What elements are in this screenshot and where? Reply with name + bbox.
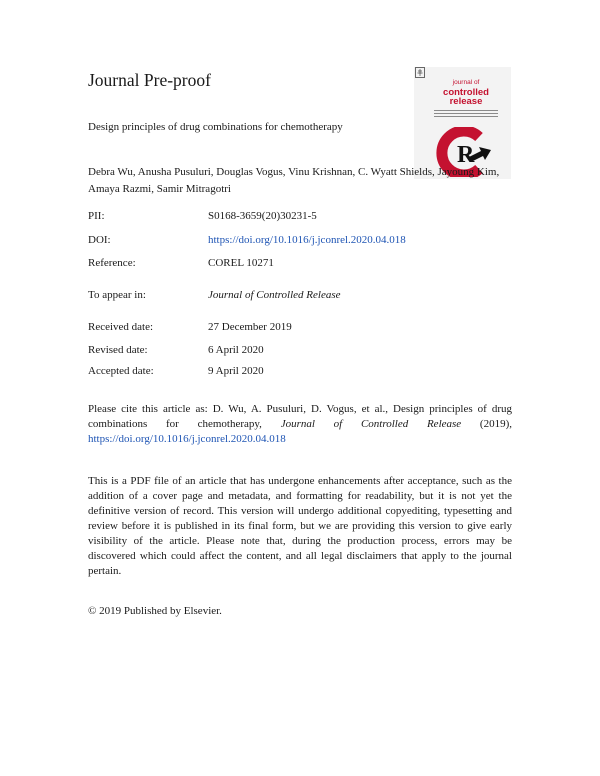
appear-label: To appear in: xyxy=(88,289,146,301)
author-list: Debra Wu, Anusha Pusuluri, Douglas Vogus, Vinu Krishnan, C. Wyatt Shields, Jayoung Kim, Amaya Razmi, Samir Mitragotri xyxy=(88,166,500,195)
appear-value: Journal of Controlled Release xyxy=(208,289,341,301)
doi-link[interactable]: https://doi.org/10.1016/j.jconrel.2020.04.018 xyxy=(208,234,406,246)
accepted-value: 9 April 2020 xyxy=(208,365,264,377)
received-label: Received date: xyxy=(88,321,154,333)
reference-value: COREL 10271 xyxy=(208,257,274,269)
svg-text:R: R xyxy=(457,142,475,168)
cover-title-line3: release xyxy=(449,96,483,107)
received-value: 27 December 2019 xyxy=(208,321,292,333)
cover-title-line2: controlled xyxy=(443,86,489,98)
citation-prefix: Please cite this article as: D. Wu, A. Pusuluri, D. Vogus, et al., Design principles of drug combinations for chemotherapy, xyxy=(88,403,512,430)
preproof-notice: This is a PDF file of an article that has undergone enhancements after acceptance, such as the addition of a cover page and metadata, and formatting for readability, but it is not yet the definitive version of record. This version will undergo additional copyediting, typesetting and review before it is published in its final form, but we are providing this version to give early visibility of the article. Please note that, during the production process, errors may be discovered which could affect the content, and all legal disclaimers that apply to the journal pertain. xyxy=(88,475,512,577)
citation-doi-link[interactable]: https://doi.org/10.1016/j.jconrel.2020.04.018 xyxy=(88,433,286,445)
citation-journal: Journal of Controlled Release xyxy=(280,418,462,430)
cover-line xyxy=(434,113,498,114)
journal-label: Journal Pre-proof xyxy=(88,70,211,90)
cover-text-lines xyxy=(434,110,498,119)
cover-line xyxy=(434,116,498,117)
cover-line xyxy=(434,110,498,111)
article-title: Design principles of drug combinations for chemotherapy xyxy=(88,121,343,133)
cover-title-line1: journal of xyxy=(452,79,480,86)
elsevier-logo-icon xyxy=(415,67,425,78)
revised-label: Revised date: xyxy=(88,344,148,356)
pii-value: S0168-3659(20)30231-5 xyxy=(208,210,317,222)
citation-year: (2019), xyxy=(461,418,512,430)
reference-label: Reference: xyxy=(88,257,136,269)
accepted-label: Accepted date: xyxy=(88,365,154,377)
journal-cover xyxy=(414,67,511,179)
revised-value: 6 April 2020 xyxy=(208,344,264,356)
cover-title xyxy=(434,80,498,107)
citation-paragraph xyxy=(88,402,512,447)
copyright-notice: © 2019 Published by Elsevier. xyxy=(88,605,222,617)
pii-label: PII: xyxy=(88,210,105,222)
doi-label: DOI: xyxy=(88,234,111,246)
